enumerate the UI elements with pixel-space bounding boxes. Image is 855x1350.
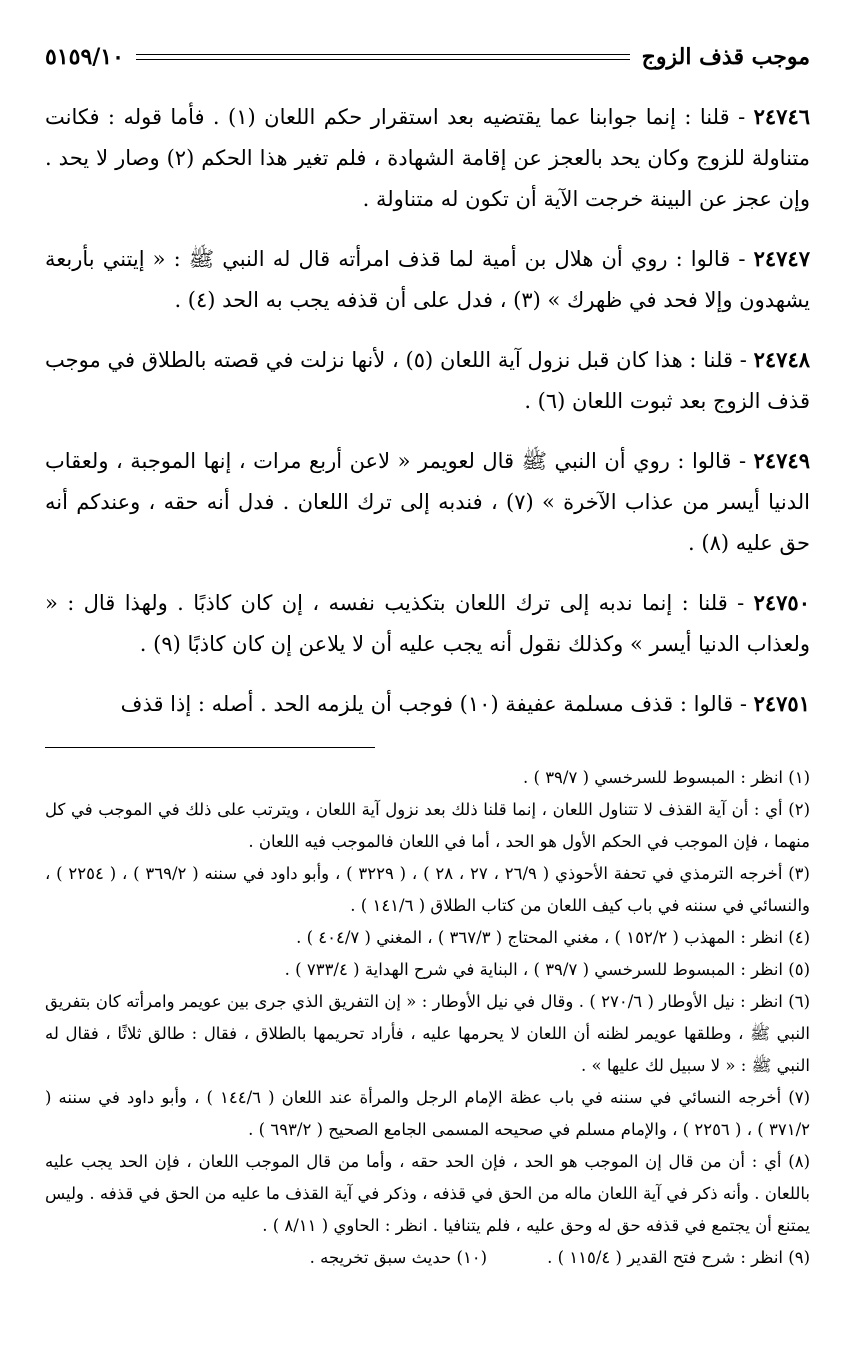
footnote-row xyxy=(45,1242,810,1274)
footnote: (٩) انظر : شرح فتح القدير ( ١١٥/٤ ) . xyxy=(547,1248,810,1267)
paragraph xyxy=(45,339,810,422)
paragraph-number: ٢٤٧٤٧ xyxy=(753,246,810,271)
paragraph xyxy=(45,96,810,220)
paragraph-number: ٢٤٧٤٨ xyxy=(753,347,811,372)
paragraph-number: ٢٤٧٥٠ xyxy=(753,590,810,615)
footnote: (٨) أي : أن من قال إن الموجب هو الحد ، فإن الحد حقه ، وأما من قال الموجب اللعان ، فإن الحد يجب عليه باللعان . وأنه ذكر في آية اللعان ماله من الحق في قذفه ، وذكر في آية القذف ما عليه من الحق في قذفه . وليس يمتنع أن يجتمع في قذفه حق له وحق عليه ، فلم يتنافيا . انظر : الحاوي ( ٨/١١ ) . xyxy=(45,1152,810,1235)
chapter-title: موجب قذف الزوج xyxy=(641,44,810,70)
paragraph xyxy=(45,238,810,321)
footnote: (٧) أخرجه النسائي في سننه في باب عظة الإمام الرجل والمرأة عند اللعان ( ١٤٤/٦ ) ، وأبو داود في سننه ( ٣٧١/٢ ) ، ( ٢٢٥٦ ) ، والإمام مسلم في صحيحه المسمى الجامع الصحيح ( ٦٩٣/٢ ) . xyxy=(45,1088,811,1139)
footnote: (٢) أي : أن آية القذف لا تتناول اللعان ، إنما قلنا ذلك بعد نزول آية اللعان ، ويترتب على ذلك في الموجب في كل منهما ، فإن الموجب في الحكم الأول هو الحد ، أما في اللعان فالموجب فيه اللعان . xyxy=(45,800,810,851)
paragraph-number: ٢٤٧٥١ xyxy=(753,691,810,716)
footnote-divider xyxy=(45,747,375,748)
paragraph-text: - قالوا : روي أن النبي ﷺ قال لعويمر « لاعن أربع مرات ، إنها الموجبة ، ولعقاب الدنيا أيسر من عذاب الآخرة » (٧) ، فندبه إلى ترك اللعان . فدل أنه حقه ، وعندكم أنه حق عليه (٨) . xyxy=(45,449,810,555)
footnote: (١) انظر : المبسوط للسرخسي ( ٣٩/٧ ) . xyxy=(523,768,810,787)
header-rule xyxy=(136,54,630,60)
paragraph-number: ٢٤٧٤٦ xyxy=(753,104,811,129)
footnote: (٥) انظر : المبسوط للسرخسي ( ٣٩/٧ ) ، البناية في شرح الهداية ( ٧٣٣/٤ ) . xyxy=(284,960,810,979)
paragraph-text: - قالوا : روي أن هلال بن أمية لما قذف امرأته قال له النبي ﷺ : « إيتني بأربعة يشهدون وإلا فحد في ظهرك » (٣) ، فدل على أن قذفه يجب به الحد (٤) . xyxy=(45,247,810,312)
running-header xyxy=(45,40,810,74)
page-number: ٥١٥٩/١٠ xyxy=(45,44,124,70)
paragraph-text: - قلنا : إنما جوابنا عما يقتضيه بعد استقرار حكم اللعان (١) . فأما قوله : فكانت متناولة للزوج وكان يحد بالعجز عن إقامة الشهادة ، فلم تغير هذا الحكم (٢) وصار لا يحد . وإن عجز عن البينة خرجت الآية أن تكون له متناولة . xyxy=(45,105,810,211)
footnote: (٦) انظر : نيل الأوطار ( ٢٧٠/٦ ) . وقال في نيل الأوطار : « إن التفريق الذي جرى بين عويمر وامرأته كان بتفريق النبي ﷺ ، وطلقها عويمر لظنه أن اللعان لا يحرمها عليه ، فأراد تحريمها بالطلاق ، فقال : طالق ثلاثًا ، فقال له النبي ﷺ : « لا سبيل لك عليها » . xyxy=(45,992,810,1075)
footnote: (٣) أخرجه الترمذي في تحفة الأحوذي ( ٢٦/٩ ، ٢٧ ، ٢٨ ) ، ( ٣٢٢٩ ) ، وأبو داود في سننه ( ٣٦٩/٢ ) ، ( ٢٢٥٤ ) ، والنسائي في سننه في باب كيف اللعان من كتاب الطلاق ( ١٤١/٦ ) . xyxy=(45,864,810,915)
paragraph xyxy=(45,582,810,665)
paragraph xyxy=(45,440,810,564)
book-page xyxy=(45,40,810,1274)
paragraph-text: - قلنا : إنما ندبه إلى ترك اللعان بتكذيب نفسه ، إن كان كاذبًا . ولهذا قال : « ولعذاب الدنيا أيسر » وكذلك نقول أنه يجب عليه أن لا يلاعن إن كان كاذبًا (٩) . xyxy=(45,591,810,656)
footnotes xyxy=(45,762,810,1274)
footnote: (٤) انظر : المهذب ( ١٥٢/٢ ) ، مغني المحتاج ( ٣٦٧/٣ ) ، المغني ( ٤٠٤/٧ ) . xyxy=(296,928,810,947)
paragraph-number: ٢٤٧٤٩ xyxy=(753,448,810,473)
paragraph-text: - قالوا : قذف مسلمة عفيفة (١٠) فوجب أن يلزمه الحد . أصله : إذا قذف xyxy=(120,692,754,716)
paragraph-text: - قلنا : هذا كان قبل نزول آية اللعان (٥) ، لأنها نزلت في قصته بالطلاق في موجب قذف الزوج بعد ثبوت اللعان (٦) . xyxy=(45,348,810,413)
main-text xyxy=(45,96,810,725)
paragraph xyxy=(45,683,810,725)
footnote: (١٠) حديث سبق تخريجه . xyxy=(309,1248,488,1267)
